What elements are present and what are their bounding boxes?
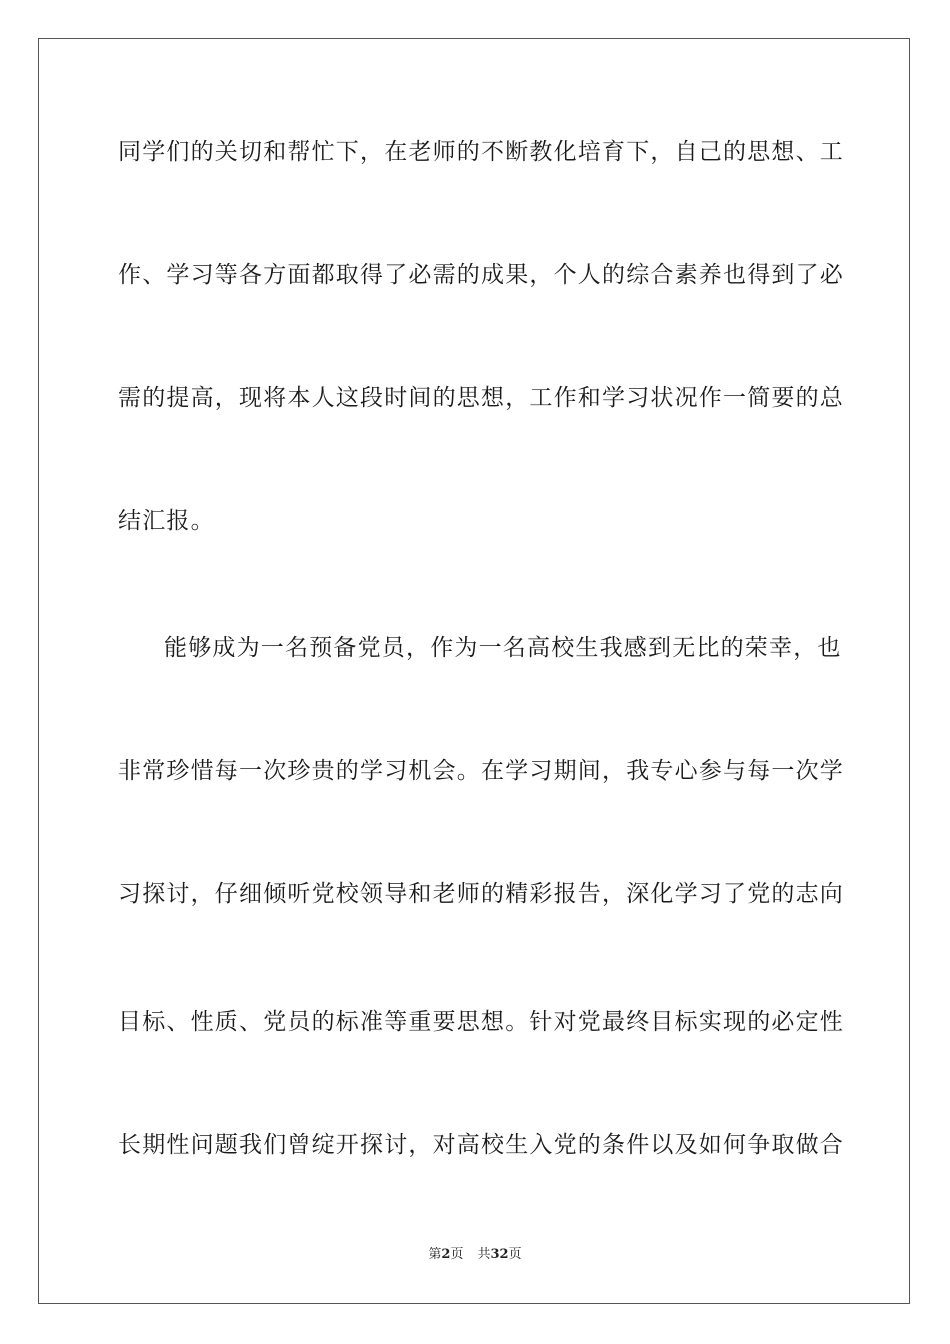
page-footer: [0, 1246, 950, 1264]
page-border: [38, 38, 910, 1304]
total-suffix: 页: [508, 1247, 522, 1262]
page-number: 2: [441, 1247, 451, 1262]
text-line-6: 非常珍惜每一次珍贵的学习机会。在学习期间，我专心参与每一次学: [118, 758, 844, 784]
text-line-4: 结汇报。: [118, 508, 215, 534]
text-line-5-paragraph-start: 能够成为一名预备党员，作为一名高校生我感到无比的荣幸，也: [164, 635, 842, 661]
text-line-8: 目标、性质、党员的标准等重要思想。针对党最终目标实现的必定性: [118, 1009, 844, 1035]
page-suffix: 页: [450, 1247, 464, 1262]
text-line-1: 同学们的关切和帮忙下，在老师的不断教化培育下，自己的思想、工: [118, 139, 844, 165]
text-line-7: 习探讨，仔细倾听党校领导和老师的精彩报告，深化学习了党的志向: [118, 881, 844, 907]
text-line-2: 作、学习等各方面都取得了必需的成果，个人的综合素养也得到了必: [118, 262, 844, 288]
total-pages: 32: [490, 1247, 509, 1262]
text-line-3: 需的提高，现将本人这段时间的思想，工作和学习状况作一简要的总: [118, 385, 844, 411]
page-prefix: 第: [428, 1247, 442, 1262]
total-prefix: 共: [477, 1247, 491, 1262]
text-line-9: 长期性问题我们曾绽开探讨，对高校生入党的条件以及如何争取做合: [118, 1132, 844, 1158]
